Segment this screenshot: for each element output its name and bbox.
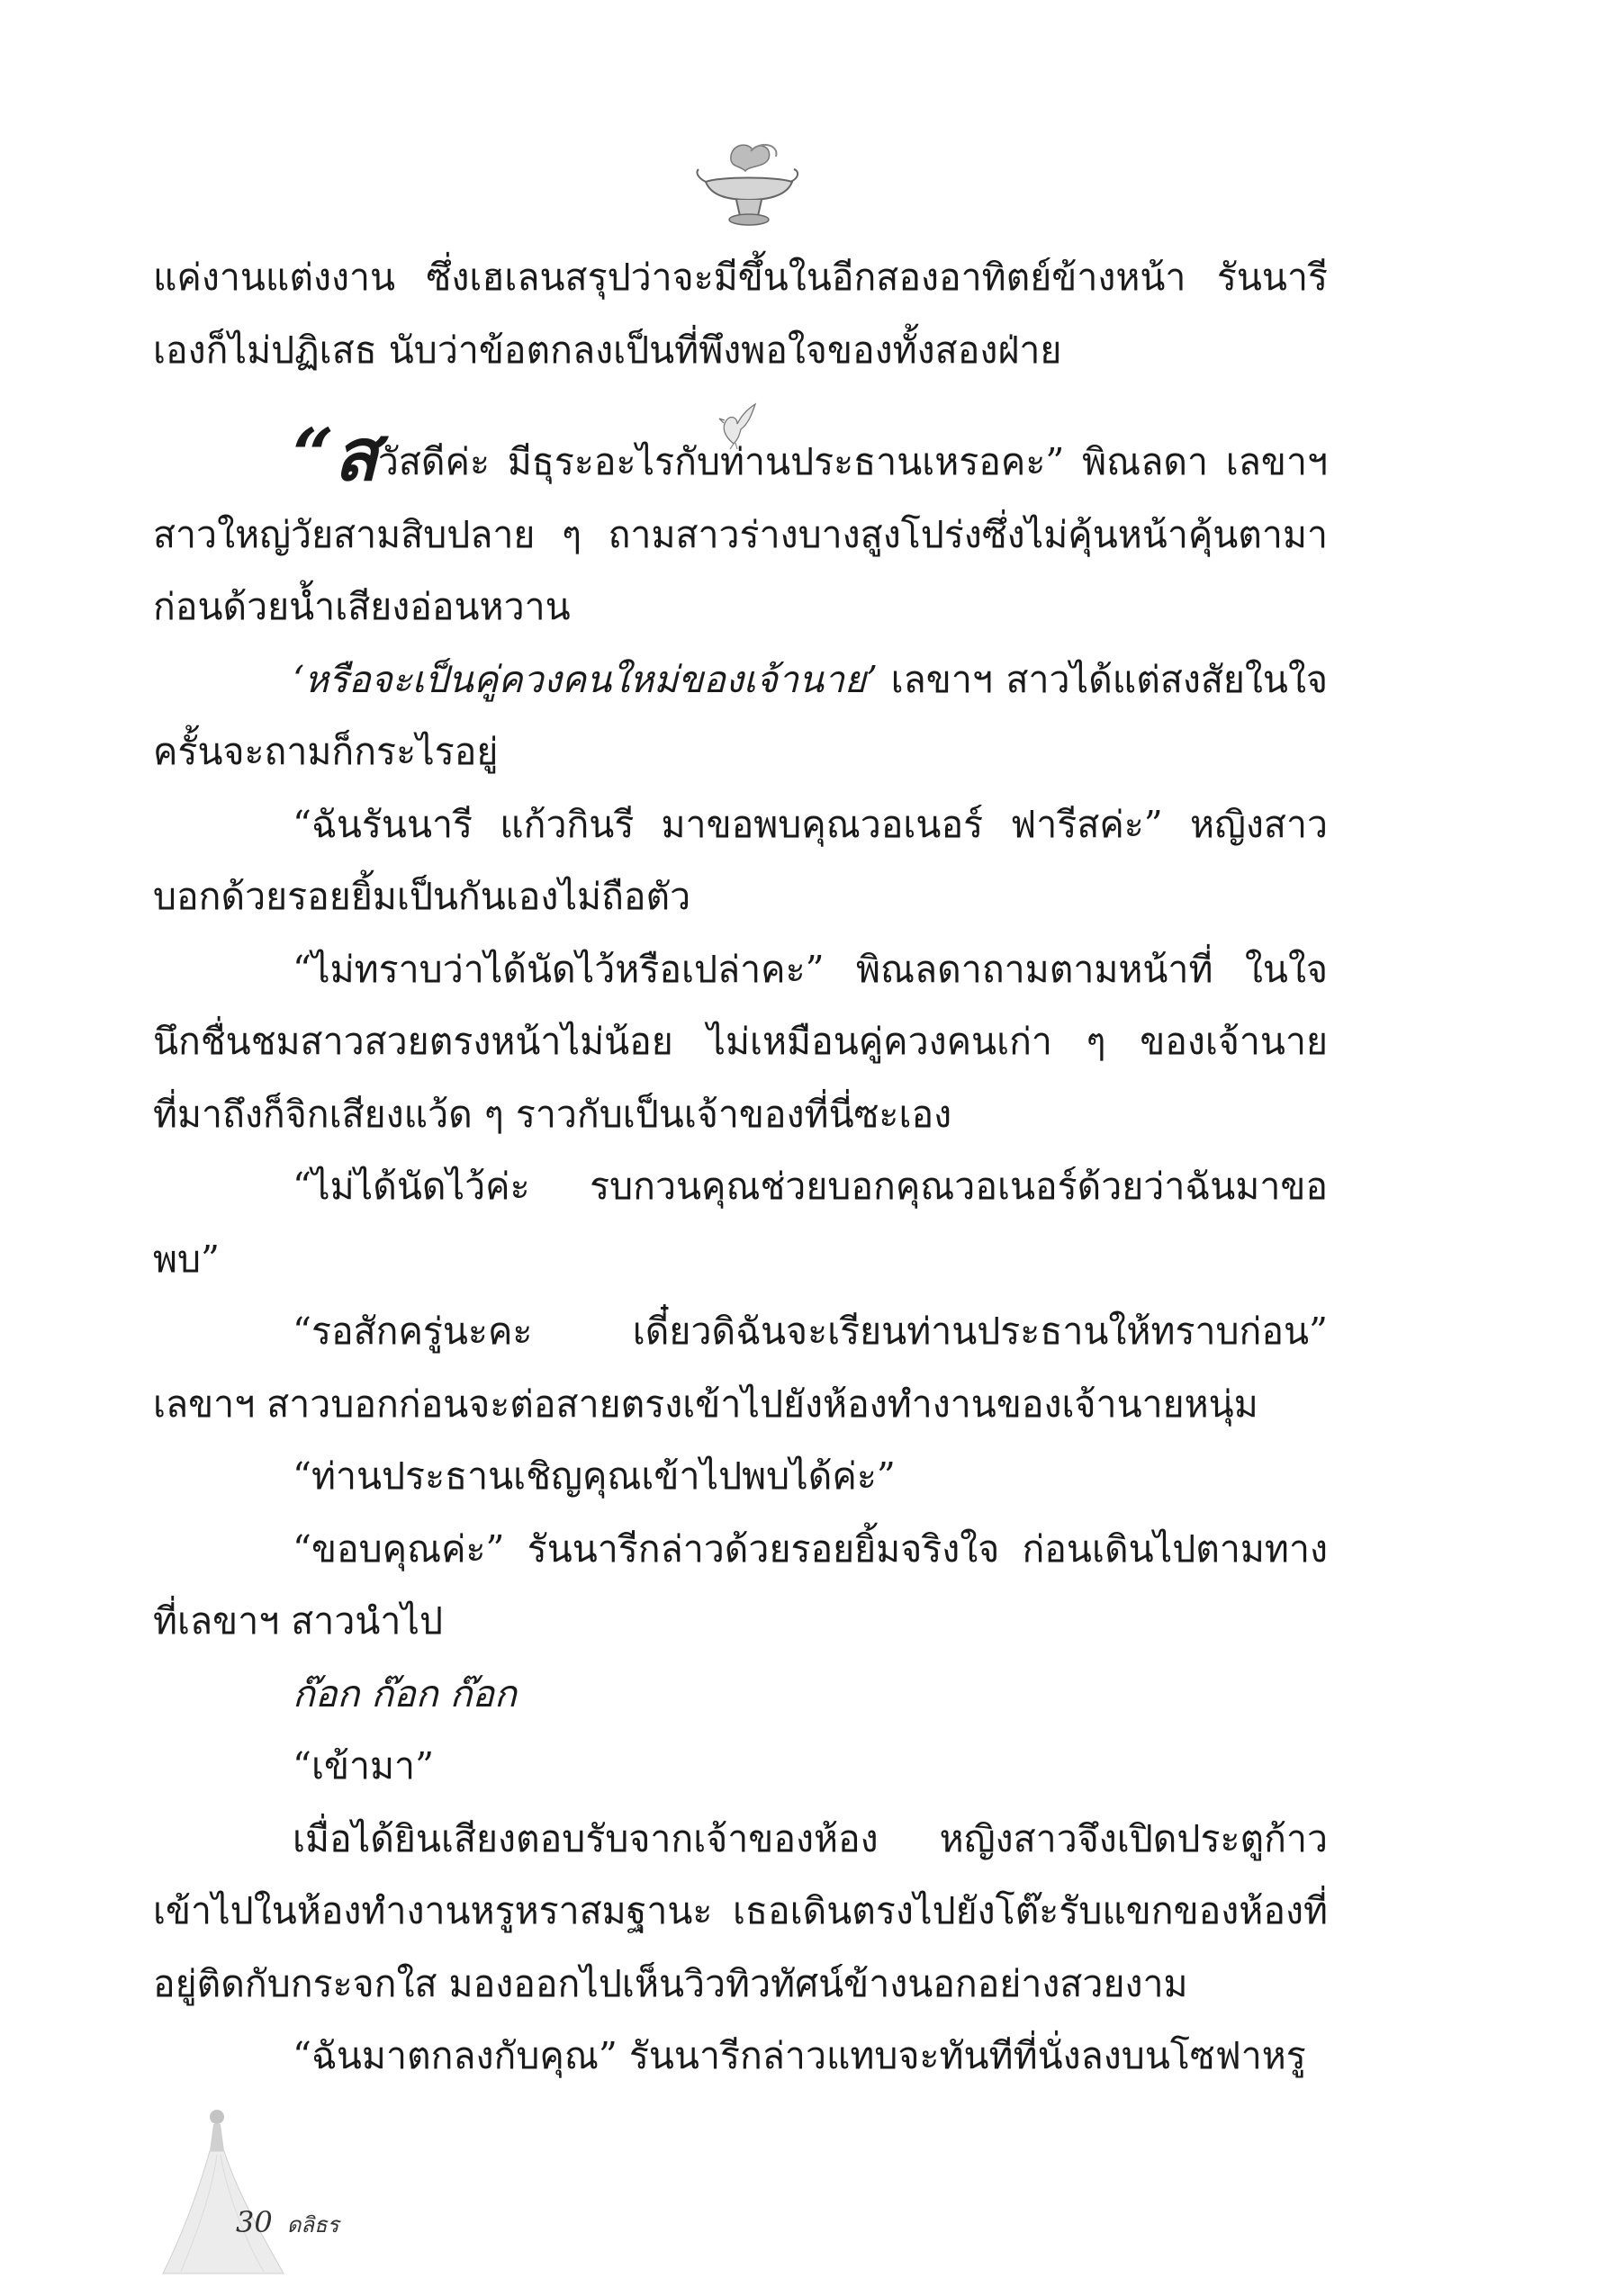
author-name: ดลิธร bbox=[286, 2212, 339, 2237]
paragraph: “สวัสดีค่ะ มีธุระอะไรกับท่านประธานเหรอคะ” พิณลดา เลขาฯ สาวใหญ่วัยสามสิบปลาย ๆ ถามสาวร่างบางสูงโปร่งซึ่งไม่คุ้นหน้าคุ้นตามาก่อนด้วยน้ำเสียงอ่อนหวาน bbox=[153, 412, 1328, 628]
paragraph: “รอสักครู่นะคะ เดี๋ยวดิฉันจะเรียนท่านประธานให้ทราบก่อน” เลขาฯ สาวบอกก่อนจะต่อสายตรงเข้าไปยังห้องทำงานของเจ้านายหนุ่ม bbox=[153, 1310, 1328, 1426]
paragraph: “ไม่ได้นัดไว้ค่ะ รบกวนคุณช่วยบอกคุณวอเนอร์ด้วยว่าฉันมาขอพบ” bbox=[153, 1165, 1328, 1281]
teapot-ornament-icon bbox=[693, 135, 801, 234]
drop-cap: “ส bbox=[293, 412, 378, 497]
sound-effect: ก๊อก ก๊อก ก๊อก bbox=[293, 1671, 517, 1715]
paragraph: แค่งานแต่งงาน ซึ่งเฮเลนสรุปว่าจะมีขึ้นในอีกสองอาทิตย์ข้างหน้า รันนารีเองก็ไม่ปฏิเสธ นับว่าข้อตกลงเป็นที่พึงพอใจของทั้งสองฝ่าย bbox=[153, 256, 1328, 372]
body-text bbox=[153, 241, 1328, 2093]
page-number: 30 bbox=[236, 2205, 273, 2239]
paragraph: “ท่านประธานเชิญคุณเข้าไปพบได้ค่ะ” bbox=[293, 1454, 896, 1498]
page-footer bbox=[236, 2205, 339, 2242]
paragraph: “ขอบคุณค่ะ” รันนารีกล่าวด้วยรอยยิ้มจริงใจ ก่อนเดินไปตามทางที่เลขาฯ สาวนำไป bbox=[153, 1526, 1328, 1643]
paragraph: เมื่อได้ยินเสียงตอบรับจากเจ้าของห้อง หญิงสาวจึงเปิดประตูก้าวเข้าไปในห้องทำงานหรูหราสมฐานะ เธอเดินตรงไปยังโต๊ะรับแขกของห้องที่อยู่ติดกับกระจกใส มองออกไปเห็นวิวทิวทัศน์ข้างนอกอย่างสวยงาม bbox=[153, 1816, 1328, 2005]
paragraph: “เข้ามา” bbox=[293, 1744, 435, 1787]
paragraph: “ฉันมาตกลงกับคุณ” รันนารีกล่าวแทบจะทันทีที่นั่งลงบนโซฟาหรู bbox=[293, 2034, 1306, 2077]
paragraph: “ฉันรันนารี แก้วกินรี มาขอพบคุณวอเนอร์ ฟารีสค่ะ” หญิงสาวบอกด้วยรอยยิ้มเป็นกันเองไม่ถือตัว bbox=[153, 802, 1328, 918]
paragraph: ‘หรือจะเป็นคู่ควงคนใหม่ของเจ้านาย’ เลขาฯ สาวได้แต่สงสัยในใจครั้นจะถามก็กระไรอยู่ bbox=[153, 657, 1328, 773]
bride-silhouette-icon bbox=[158, 2097, 293, 2277]
inner-thought: ‘หรือจะเป็นคู่ควงคนใหม่ของเจ้านาย’ bbox=[293, 657, 879, 701]
paragraph: “ไม่ทราบว่าได้นัดไว้หรือเปล่าคะ” พิณลดาถามตามหน้าที่ ในใจนึกชื่นชมสาวสวยตรงหน้าไม่น้อย ไม่เหมือนคู่ควงคนเก่า ๆ ของเจ้านายที่มาถึงก็จิกเสียงแว้ด ๆ ราวกับเป็นเจ้าของที่นี่ซะเอง bbox=[153, 947, 1328, 1136]
